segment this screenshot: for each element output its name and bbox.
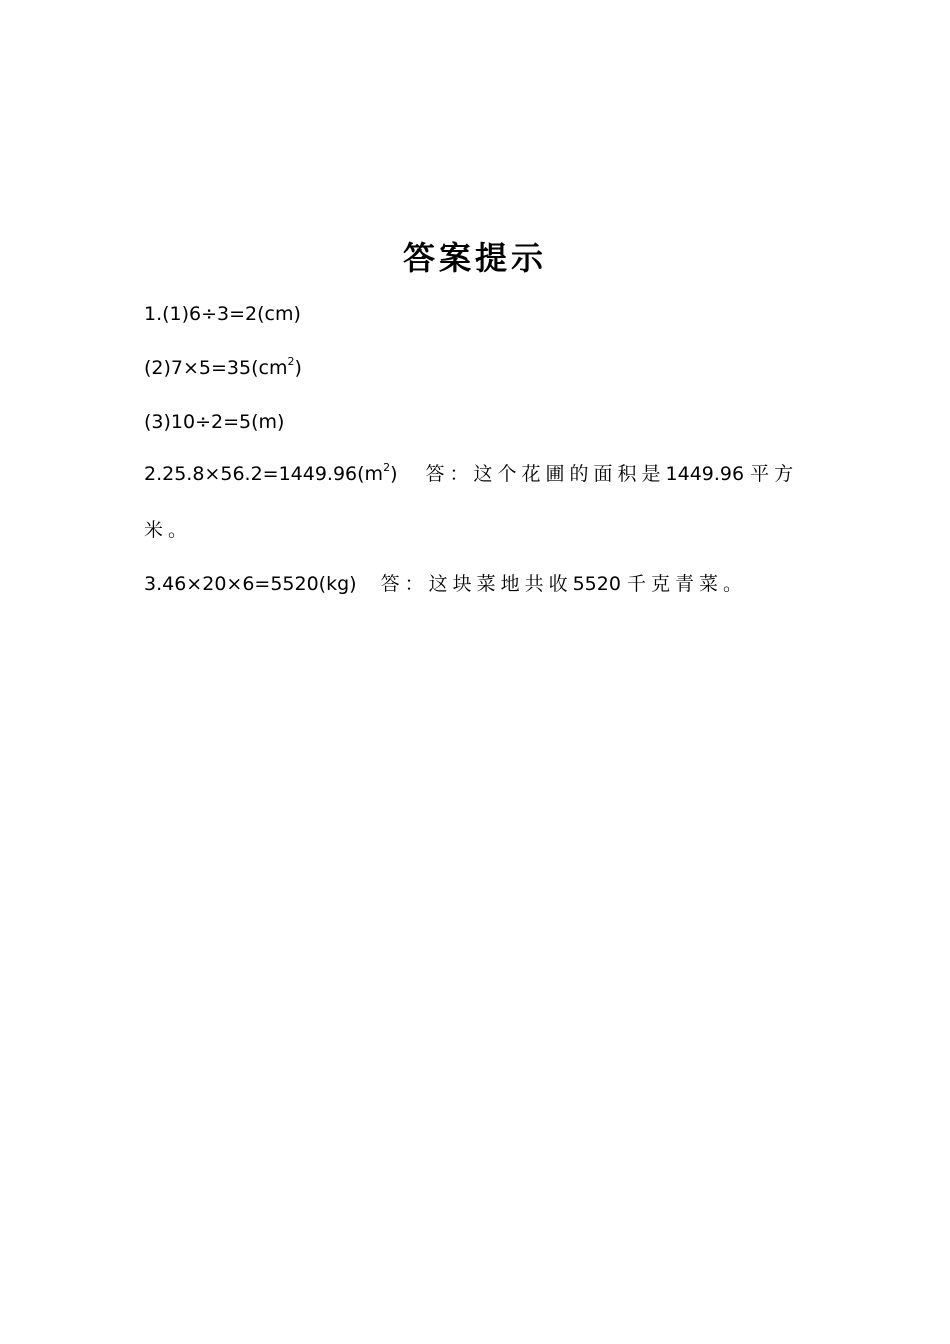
answer-2-line-1 (144, 461, 798, 487)
answer-3-number: 5520 (572, 573, 621, 595)
page-title: 答案提示 (402, 239, 547, 277)
answer-1-part-1-text: 1.(1)6÷3=2(cm) (144, 303, 301, 325)
answer-3-statement: 答：这块菜地共收 (380, 573, 573, 595)
answer-3-tail: 千克青菜。 (626, 573, 747, 595)
answer-2-number: 1449.96 (665, 463, 745, 485)
answer-1-part-3 (144, 409, 284, 435)
answer-1-part-2-expression: (2)7×5=35(cm (144, 357, 288, 379)
answer-1-part-1 (144, 301, 301, 327)
superscript-exponent: 2 (383, 460, 391, 474)
answer-2-statement: 答：这个花圃的面积是 (425, 463, 666, 485)
answer-1-part-2 (144, 355, 302, 381)
answer-2-unit: 平方 (750, 463, 799, 485)
answer-1-part-3-text: (3)10÷2=5(m) (144, 411, 285, 433)
answer-2-expression: 2.25.8×56.2=1449.96(m (144, 463, 384, 485)
answer-2-unit-continued: 米。 (144, 519, 193, 541)
closing-paren: ) (294, 357, 302, 379)
closing-paren: ) (390, 463, 398, 485)
superscript-exponent: 2 (287, 354, 295, 368)
answer-3-expression: 3.46×20×6=5520(kg) (144, 573, 357, 595)
answer-2-line-2 (144, 517, 192, 543)
answer-3 (144, 571, 747, 597)
